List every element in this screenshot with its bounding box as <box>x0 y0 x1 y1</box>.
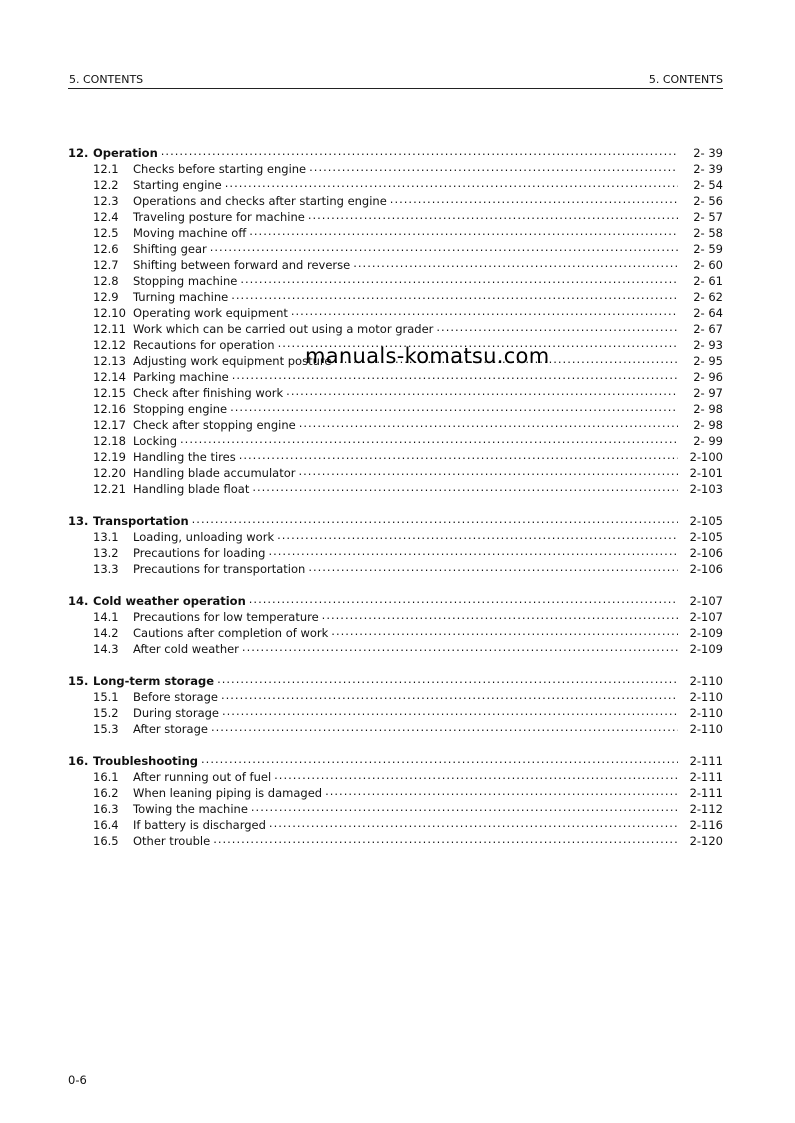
dot-leader <box>213 833 678 849</box>
entry-page: 2- 98 <box>693 402 723 416</box>
entry-number: 12.7 <box>93 258 119 272</box>
running-header-right: 5. CONTENTS <box>648 73 723 86</box>
toc-entry[interactable] <box>68 241 723 257</box>
dot-leader <box>331 625 678 641</box>
dot-leader <box>161 145 678 161</box>
entry-page: 2-106 <box>689 562 723 576</box>
dot-leader <box>436 321 678 337</box>
entry-page: 2- 67 <box>693 322 723 336</box>
entry-page: 2- 39 <box>693 146 723 160</box>
entry-number: 12.4 <box>93 210 119 224</box>
entry-page: 2- 61 <box>693 274 723 288</box>
toc-section <box>68 673 723 737</box>
entry-number: 12.18 <box>93 434 126 448</box>
dot-leader <box>201 753 678 769</box>
entry-title: After running out of fuel <box>133 769 274 785</box>
entry-title: Stopping machine <box>133 273 240 289</box>
entry-number: 16.1 <box>93 770 119 784</box>
toc-entry[interactable] <box>68 561 723 577</box>
toc-entry[interactable] <box>68 449 723 465</box>
entry-title: Cold weather operation <box>93 593 249 609</box>
entry-title: Operating work equipment <box>133 305 291 321</box>
entry-page: 2- 58 <box>693 226 723 240</box>
toc-entry[interactable] <box>68 817 723 833</box>
entry-number: 13. <box>68 514 89 528</box>
header-rule <box>68 88 723 89</box>
entry-title: Work which can be carried out using a motor grader <box>133 321 436 337</box>
toc-entry[interactable] <box>68 257 723 273</box>
entry-number: 14.1 <box>93 610 119 624</box>
entry-page: 2-105 <box>689 514 723 528</box>
entry-page: 2-110 <box>689 706 723 720</box>
entry-title: Other trouble <box>133 833 213 849</box>
entry-title: Handling blade accumulator <box>133 465 298 481</box>
entry-title: Precautions for low temperature <box>133 609 322 625</box>
toc-entry[interactable] <box>68 481 723 497</box>
entry-page: 2-110 <box>689 722 723 736</box>
dot-leader <box>308 209 678 225</box>
dot-leader <box>217 673 678 689</box>
entry-title: Before storage <box>133 689 221 705</box>
entry-title: Turning machine <box>133 289 231 305</box>
entry-title: Long-term storage <box>93 673 217 689</box>
entry-number: 12.5 <box>93 226 119 240</box>
entry-number: 12.1 <box>93 162 119 176</box>
toc-section <box>68 593 723 657</box>
toc-entry[interactable] <box>68 401 723 417</box>
entry-number: 12.15 <box>93 386 126 400</box>
entry-number: 12.21 <box>93 482 126 496</box>
entry-number: 12.9 <box>93 290 119 304</box>
dot-leader <box>249 225 678 241</box>
dot-leader <box>251 801 678 817</box>
entry-title: Traveling posture for machine <box>133 209 308 225</box>
toc-entry[interactable] <box>68 545 723 561</box>
entry-page: 2- 60 <box>693 258 723 272</box>
dot-leader <box>225 177 678 193</box>
entry-page: 2- 98 <box>693 418 723 432</box>
entry-page: 2- 96 <box>693 370 723 384</box>
toc-entry[interactable] <box>68 225 723 241</box>
entry-page: 2-111 <box>689 786 723 800</box>
entry-title: Check after finishing work <box>133 385 286 401</box>
entry-title: Parking machine <box>133 369 232 385</box>
toc-entry[interactable] <box>68 689 723 705</box>
toc-chapter-entry[interactable] <box>68 513 723 529</box>
entry-page: 2- 95 <box>693 354 723 368</box>
entry-page: 2-101 <box>689 466 723 480</box>
toc-entry[interactable] <box>68 785 723 801</box>
running-header-left: 5. CONTENTS <box>69 73 144 86</box>
entry-title: Operation <box>93 145 161 161</box>
entry-title: Locking <box>133 433 180 449</box>
entry-title: When leaning piping is damaged <box>133 785 325 801</box>
entry-page: 2- 59 <box>693 242 723 256</box>
toc-entry[interactable] <box>68 833 723 849</box>
entry-title: Starting engine <box>133 177 225 193</box>
entry-title: Recautions for operation <box>133 337 278 353</box>
entry-title: If battery is discharged <box>133 817 269 833</box>
entry-title: Loading, unloading work <box>133 529 277 545</box>
entry-number: 13.3 <box>93 562 119 576</box>
dot-leader <box>309 161 678 177</box>
dot-leader <box>274 769 678 785</box>
entry-page: 2-112 <box>689 802 723 816</box>
entry-number: 14. <box>68 594 89 608</box>
entry-number: 15.1 <box>93 690 119 704</box>
dot-leader <box>325 785 678 801</box>
entry-title: Shifting gear <box>133 241 210 257</box>
entry-page: 2-103 <box>689 482 723 496</box>
toc-entry[interactable] <box>68 625 723 641</box>
entry-page: 2-111 <box>689 754 723 768</box>
toc-entry[interactable] <box>68 705 723 721</box>
dot-leader <box>240 273 678 289</box>
entry-page: 2-107 <box>689 594 723 608</box>
entry-number: 12.14 <box>93 370 126 384</box>
toc-entry[interactable] <box>68 209 723 225</box>
entry-number: 16. <box>68 754 89 768</box>
entry-title: Handling the tires <box>133 449 239 465</box>
entry-number: 16.2 <box>93 786 119 800</box>
entry-page: 2-111 <box>689 770 723 784</box>
entry-title: Precautions for loading <box>133 545 268 561</box>
entry-title: Troubleshooting <box>93 753 201 769</box>
entry-number: 12.8 <box>93 274 119 288</box>
entry-number: 12.13 <box>93 354 126 368</box>
entry-page: 2-110 <box>689 690 723 704</box>
toc-chapter-entry[interactable] <box>68 593 723 609</box>
dot-leader <box>221 689 678 705</box>
entry-title: After cold weather <box>133 641 242 657</box>
dot-leader <box>286 385 678 401</box>
entry-title: Shifting between forward and reverse <box>133 257 353 273</box>
entry-number: 15.3 <box>93 722 119 736</box>
entry-number: 12.6 <box>93 242 119 256</box>
toc-entry[interactable] <box>68 161 723 177</box>
entry-page: 2- 57 <box>693 210 723 224</box>
entry-page: 2-109 <box>689 642 723 656</box>
dot-leader <box>308 561 678 577</box>
entry-number: 12. <box>68 146 89 160</box>
toc-entry[interactable] <box>68 465 723 481</box>
dot-leader <box>322 609 678 625</box>
page-number: 0-6 <box>68 1073 87 1087</box>
entry-number: 16.4 <box>93 818 119 832</box>
entry-title: Operations and checks after starting engine <box>133 193 390 209</box>
entry-number: 16.3 <box>93 802 119 816</box>
entry-page: 2-100 <box>689 450 723 464</box>
toc-section <box>68 753 723 849</box>
dot-leader <box>192 513 678 529</box>
dot-leader <box>298 465 678 481</box>
toc-section <box>68 513 723 577</box>
entry-page: 2- 99 <box>693 434 723 448</box>
watermark: manuals-komatsu.com <box>305 344 550 368</box>
entry-title: Moving machine off <box>133 225 249 241</box>
dot-leader <box>210 241 678 257</box>
entry-page: 2- 62 <box>693 290 723 304</box>
entry-title: Cautions after completion of work <box>133 625 331 641</box>
entry-page: 2-120 <box>689 834 723 848</box>
dot-leader <box>249 593 678 609</box>
dot-leader <box>232 369 678 385</box>
dot-leader <box>231 289 678 305</box>
toc-entry[interactable] <box>68 721 723 737</box>
toc-entry[interactable] <box>68 273 723 289</box>
toc-entry[interactable] <box>68 305 723 321</box>
toc-entry[interactable] <box>68 385 723 401</box>
toc-entry[interactable] <box>68 433 723 449</box>
entry-page: 2-116 <box>689 818 723 832</box>
entry-number: 16.5 <box>93 834 119 848</box>
toc-entry[interactable] <box>68 321 723 337</box>
toc-entry[interactable] <box>68 641 723 657</box>
dot-leader <box>222 705 678 721</box>
dot-leader <box>353 257 678 273</box>
entry-page: 2- 56 <box>693 194 723 208</box>
toc-entry[interactable] <box>68 369 723 385</box>
entry-number: 12.11 <box>93 322 126 336</box>
entry-number: 12.19 <box>93 450 126 464</box>
toc-entry[interactable] <box>68 769 723 785</box>
entry-page: 2- 97 <box>693 386 723 400</box>
entry-title: Towing the machine <box>133 801 251 817</box>
entry-page: 2- 93 <box>693 338 723 352</box>
dot-leader <box>269 817 678 833</box>
dot-leader <box>180 433 678 449</box>
dot-leader <box>291 305 678 321</box>
entry-title: During storage <box>133 705 222 721</box>
entry-number: 12.2 <box>93 178 119 192</box>
entry-number: 15.2 <box>93 706 119 720</box>
entry-page: 2- 39 <box>693 162 723 176</box>
entry-title: Adjusting work equipment posture <box>133 353 334 369</box>
entry-page: 2-105 <box>689 530 723 544</box>
entry-number: 12.10 <box>93 306 126 320</box>
toc-entry[interactable] <box>68 609 723 625</box>
toc-entry[interactable] <box>68 177 723 193</box>
toc-chapter-entry[interactable] <box>68 145 723 161</box>
toc-entry[interactable] <box>68 193 723 209</box>
toc-entry[interactable] <box>68 289 723 305</box>
entry-page: 2-110 <box>689 674 723 688</box>
entry-number: 15. <box>68 674 89 688</box>
dot-leader <box>252 481 678 497</box>
entry-number: 14.2 <box>93 626 119 640</box>
table-of-contents <box>68 145 723 865</box>
entry-title: Precautions for transportation <box>133 561 308 577</box>
entry-number: 12.17 <box>93 418 126 432</box>
entry-number: 13.1 <box>93 530 119 544</box>
dot-leader <box>211 721 678 737</box>
dot-leader <box>230 401 678 417</box>
entry-title: Check after stopping engine <box>133 417 299 433</box>
entry-page: 2- 54 <box>693 178 723 192</box>
entry-number: 12.20 <box>93 466 126 480</box>
dot-leader <box>239 449 678 465</box>
dot-leader <box>299 417 678 433</box>
dot-leader <box>242 641 678 657</box>
entry-title: After storage <box>133 721 211 737</box>
entry-page: 2-107 <box>689 610 723 624</box>
entry-number: 12.16 <box>93 402 126 416</box>
entry-title: Transportation <box>93 513 192 529</box>
entry-title: Checks before starting engine <box>133 161 309 177</box>
entry-page: 2- 64 <box>693 306 723 320</box>
entry-number: 12.3 <box>93 194 119 208</box>
toc-chapter-entry[interactable] <box>68 753 723 769</box>
dot-leader <box>390 193 678 209</box>
entry-page: 2-106 <box>689 546 723 560</box>
entry-number: 13.2 <box>93 546 119 560</box>
toc-section <box>68 145 723 497</box>
dot-leader <box>277 529 678 545</box>
dot-leader <box>268 545 678 561</box>
toc-entry[interactable] <box>68 417 723 433</box>
entry-number: 14.3 <box>93 642 119 656</box>
toc-entry[interactable] <box>68 801 723 817</box>
entry-title: Handling blade float <box>133 481 252 497</box>
toc-entry[interactable] <box>68 529 723 545</box>
entry-page: 2-109 <box>689 626 723 640</box>
toc-chapter-entry[interactable] <box>68 673 723 689</box>
entry-title: Stopping engine <box>133 401 230 417</box>
entry-number: 12.12 <box>93 338 126 352</box>
